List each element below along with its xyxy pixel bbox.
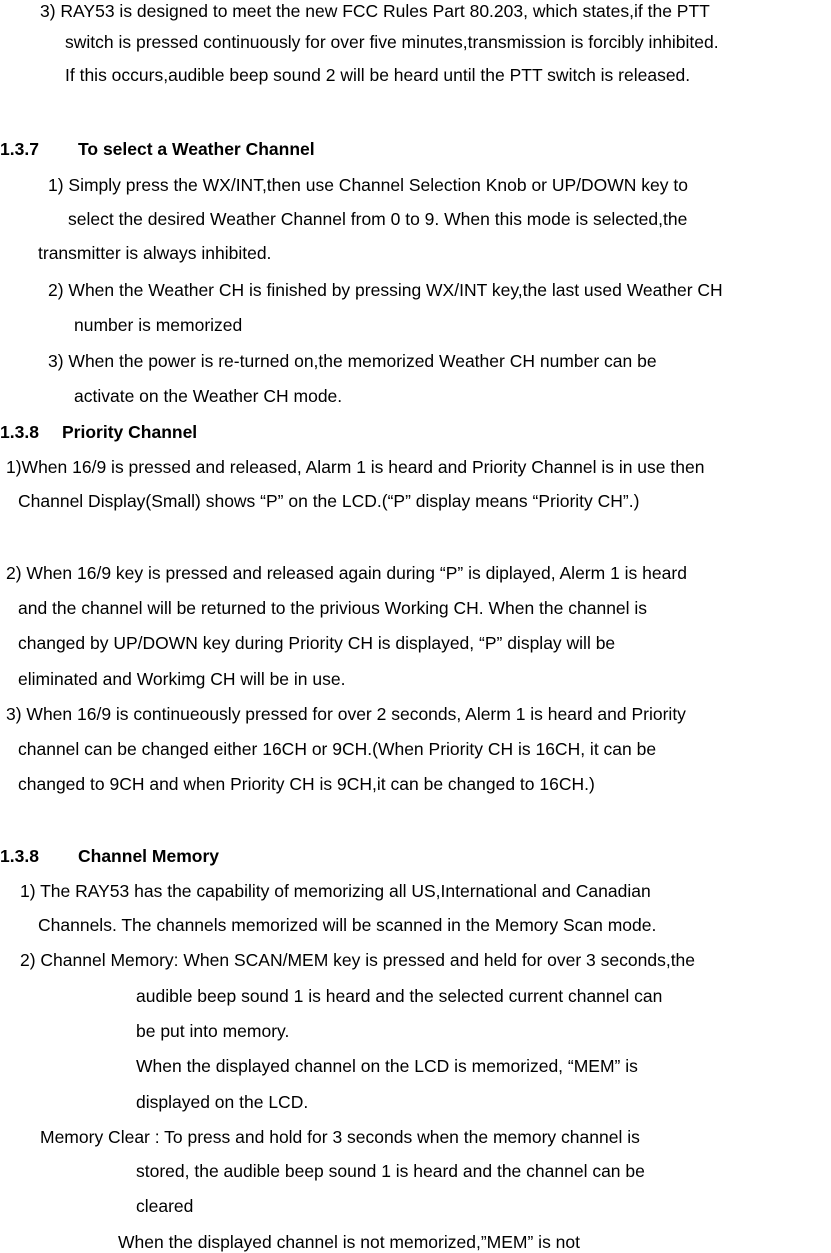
memory-item-2-line-4: When the displayed channel on the LCD is memorized, “MEM” is — [136, 1056, 638, 1076]
section-number: 1.3.8 — [0, 422, 39, 442]
priority-item-2-line-1: 2) When 16/9 key is pressed and released again during “P” is diplayed, Alerm 1 is heard — [6, 563, 687, 583]
memory-item-1-line-2: Channels. The channels memorized will be scanned in the Memory Scan mode. — [38, 915, 657, 935]
priority-item-1-line-2: Channel Display(Small) shows “P” on the LCD.(“P” display means “Priority CH”.) — [18, 491, 640, 511]
memory-item-1-line-1: 1) The RAY53 has the capability of memorizing all US,International and Canadian — [20, 881, 651, 901]
weather-section-heading — [0, 138, 315, 160]
memory-item-2-line-2: audible beep sound 1 is heard and the selected current channel can — [136, 986, 663, 1006]
priority-item-3-line-3: changed to 9CH and when Priority CH is 9CH,it can be changed to 16CH.) — [18, 774, 595, 794]
memory-clear-line-2: stored, the audible beep sound 1 is heard and the channel can be — [136, 1161, 645, 1181]
priority-item-2-line-2: and the channel will be returned to the privious Working CH. When the channel is — [18, 598, 648, 618]
ptt-note-line-2: switch is pressed continuously for over five minutes,transmission is forcibly inhibited. — [65, 32, 719, 52]
priority-item-1-line-1: 1)When 16/9 is pressed and released, Alarm 1 is heard and Priority Channel is in use then — [6, 457, 705, 477]
weather-item-3-line-1: 3) When the power is re-turned on,the memorized Weather CH number can be — [48, 351, 657, 371]
weather-item-1-line-1: 1) Simply press the WX/INT,then use Channel Selection Knob or UP/DOWN key to — [48, 175, 688, 195]
memory-clear-line-3: cleared — [136, 1196, 194, 1216]
section-title: Channel Memory — [78, 846, 219, 866]
memory-clear-line-4: When the displayed channel is not memorized,”MEM” is not — [118, 1232, 581, 1252]
memory-item-2-line-1: 2) Channel Memory: When SCAN/MEM key is pressed and held for over 3 seconds,the — [20, 950, 696, 970]
priority-section-heading — [0, 421, 197, 443]
weather-item-2-line-2: number is memorized — [74, 315, 243, 335]
weather-item-3-line-2: activate on the Weather CH mode. — [74, 386, 343, 406]
priority-item-3-line-2: channel can be changed either 16CH or 9CH.(When Priority CH is 16CH, it can be — [18, 739, 657, 759]
weather-item-2-line-1: 2) When the Weather CH is finished by pressing WX/INT key,the last used Weather CH — [48, 280, 723, 300]
section-title: To select a Weather Channel — [78, 139, 315, 159]
section-number: 1.3.7 — [0, 139, 39, 159]
ptt-note-line-3: If this occurs,audible beep sound 2 will be heard until the PTT switch is released. — [65, 65, 691, 85]
ptt-note-line-1: 3) RAY53 is designed to meet the new FCC Rules Part 80.203, which states,if the PTT — [40, 1, 710, 21]
priority-item-3-line-1: 3) When 16/9 is continueously pressed for over 2 seconds, Alerm 1 is heard and Priority — [6, 704, 686, 724]
section-number: 1.3.8 — [0, 846, 39, 866]
priority-item-2-line-3: changed by UP/DOWN key during Priority CH is displayed, “P” display will be — [18, 633, 616, 653]
weather-item-1-line-2: select the desired Weather Channel from 0 to 9. When this mode is selected,the — [68, 209, 688, 229]
memory-clear-line-1: Memory Clear : To press and hold for 3 seconds when the memory channel is — [40, 1127, 640, 1147]
section-title: Priority Channel — [62, 422, 198, 442]
memory-item-2-line-3: be put into memory. — [136, 1021, 290, 1041]
priority-item-2-line-4: eliminated and Workimg CH will be in use. — [18, 669, 346, 689]
memory-item-2-line-5: displayed on the LCD. — [136, 1092, 309, 1112]
weather-item-1-line-3: transmitter is always inhibited. — [38, 243, 272, 263]
memory-section-heading — [0, 845, 219, 867]
